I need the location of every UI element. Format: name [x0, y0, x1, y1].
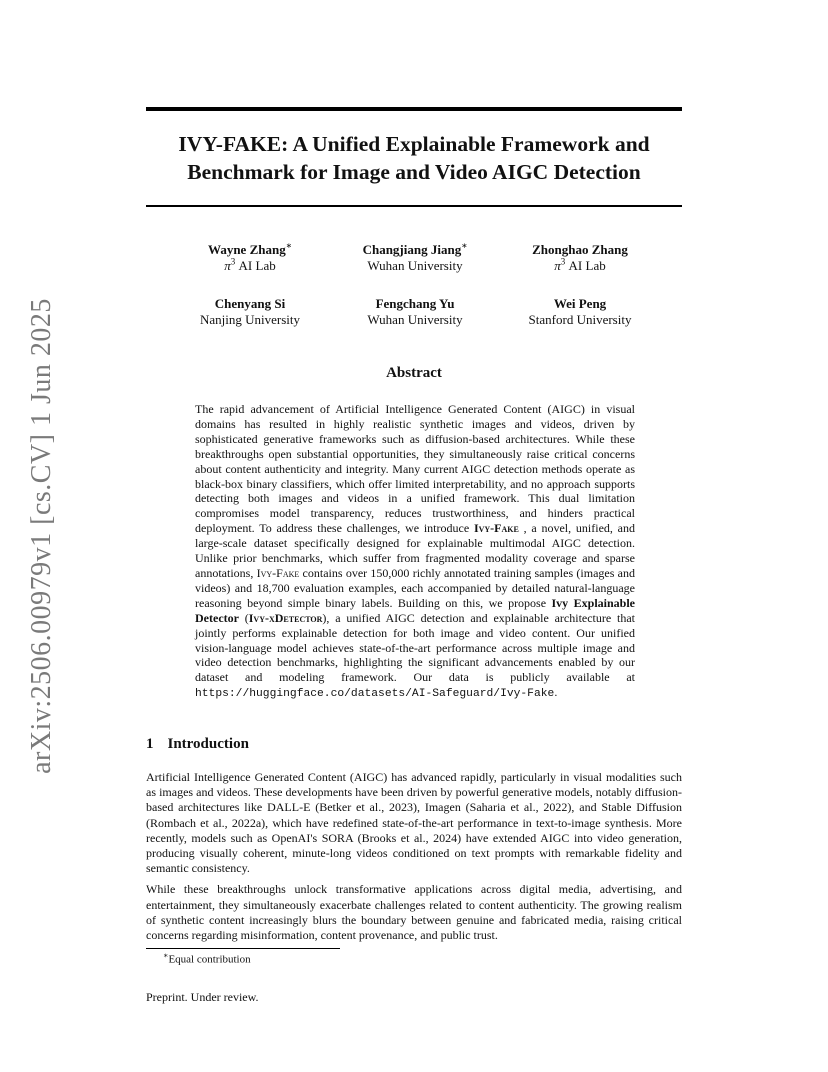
author-card: [335, 296, 495, 328]
author-block: [170, 242, 660, 350]
author-affiliation: Wuhan University: [367, 312, 463, 327]
equal-contribution-mark: ∗: [461, 240, 468, 251]
author-name: Chenyang Si: [214, 296, 286, 311]
paper-title: [146, 130, 682, 186]
footnote-mark: ∗: [163, 951, 169, 960]
section-heading-introduction: [146, 736, 249, 753]
footnote-rule: [146, 948, 340, 949]
author-affiliation: Nanjing University: [199, 312, 300, 327]
dataset-name: Ivy-Fake: [473, 521, 519, 536]
author-row-1: [170, 242, 660, 274]
author-name: Fengchang Yu: [375, 296, 455, 311]
author-affiliation: $\pi^3$ AI Lab: [554, 256, 606, 273]
paper-title-line-1: IVY-FAKE: A Unified Explainable Framework and: [178, 132, 650, 156]
author-name: Wei Peng: [553, 296, 607, 311]
section-title: Introduction: [167, 736, 249, 752]
detector-abbreviation: Ivy-xDetector: [248, 610, 323, 625]
title-top-rule: [146, 107, 682, 111]
author-card: [170, 242, 330, 274]
author-name: Changjiang Jiang∗: [362, 240, 468, 257]
intro-paragraph-1: Artificial Intelligence Generated Content (AIGC) has advanced rapidly, particularly in visual modalities such as images and videos. These developments have been driven by powerful generative models, notably diffusion-based architectures like DALL-E (Betker et al., 2023), Imagen (Saharia et al., 2022), and Stable Diffusion (Rombach et al., 2022a), which have redefined state-of-the-art performance in text-to-image synthesis. More recently, models such as OpenAI's SORA (Brooks et al., 2024) have extended AIGC into video generation, producing visually coherent, minute-long videos conditioned on text prompts with remarkable fidelity and semantic consistency.: [146, 770, 682, 876]
dataset-name-inline: Ivy-Fake: [256, 565, 300, 580]
abstract-heading: Abstract: [386, 365, 442, 381]
author-card: [500, 296, 660, 328]
abstract-body: The rapid advancement of Artificial Intelligence Generated Content (AIGC) in visual domains has resulted in highly realistic synthetic images and videos, driven by sophisticated generative frameworks such as diffusion-based architectures. While these breakthroughs open substantial opportunities, they simultaneously raise critical concerns about content authenticity and integrity. Many current AIGC detection methods operate as black-box binary classifiers, which offer limited interpretability, and no approach supports detecting both images and videos in a unified framework. This dual limitation compromises model transparency, reduces trustworthiness, and hinders practical deployment. To address these challenges, we introduce Ivy-Fake , a novel, unified, and large-scale dataset specifically designed for explainable multimodal AIGC detection. Unlike prior benchmarks, which suffer from fragmented modality coverage and sparse annotations, Ivy-Fake contains over 150,000 richly annotated training samples (images and videos) and 18,700 evaluation examples, each accompanied by detailed natural-language reasoning beyond simple binary labels. Building on this, we propose Ivy Explainable Detector (Ivy-xDetector), a unified AIGC detection and explainable architecture that jointly performs explainable detection for both image and video content. Our unified vision-language model achieves state-of-the-art performance across multiple image and video detection benchmarks, highlighting the significant advancements enabled by our dataset and modeling framework. Our data is publicly available at https://huggingface.co/datasets/AI-Safeguard/Ivy-Fake.: [195, 402, 636, 701]
arxiv-identifier-stamp: arXiv:2506.00979v1 [cs.CV] 1 Jun 2025: [26, 298, 57, 774]
section-number: 1: [146, 736, 154, 752]
paper-title-line-2: Benchmark for Image and Video AIGC Detection: [187, 160, 641, 184]
author-name: Zhonghao Zhang: [532, 242, 628, 257]
footnote-text: Equal contribution: [168, 953, 251, 966]
author-affiliation: Stanford University: [528, 312, 632, 327]
footnote: [163, 951, 251, 966]
dataset-url-link[interactable]: https://huggingface.co/datasets/AI-Safeguard/Ivy-Fake: [195, 688, 555, 701]
intro-paragraph-2: While these breakthroughs unlock transformative applications across digital media, advertising, and entertainment, they simultaneously exacerbate challenges related to content authenticity. The growing realism of synthetic content increasingly blurs the boundary between genuine and fabricated media, raising critical concerns regarding misinformation, content provenance, and public trust.: [146, 882, 682, 943]
author-row-2: [170, 296, 660, 328]
preprint-note: Preprint. Under review.: [146, 990, 259, 1004]
title-bottom-rule: [146, 205, 682, 207]
author-card: [170, 296, 330, 328]
equal-contribution-mark: ∗: [285, 240, 292, 251]
author-affiliation: $\pi^3$ AI Lab: [224, 256, 276, 273]
author-name: Wayne Zhang∗: [208, 240, 292, 257]
author-affiliation: Wuhan University: [367, 258, 463, 273]
detector-name: Ivy Explainable Detector: [195, 595, 635, 625]
introduction-body: [146, 770, 682, 949]
author-card: [335, 242, 495, 274]
author-card: [500, 242, 660, 274]
